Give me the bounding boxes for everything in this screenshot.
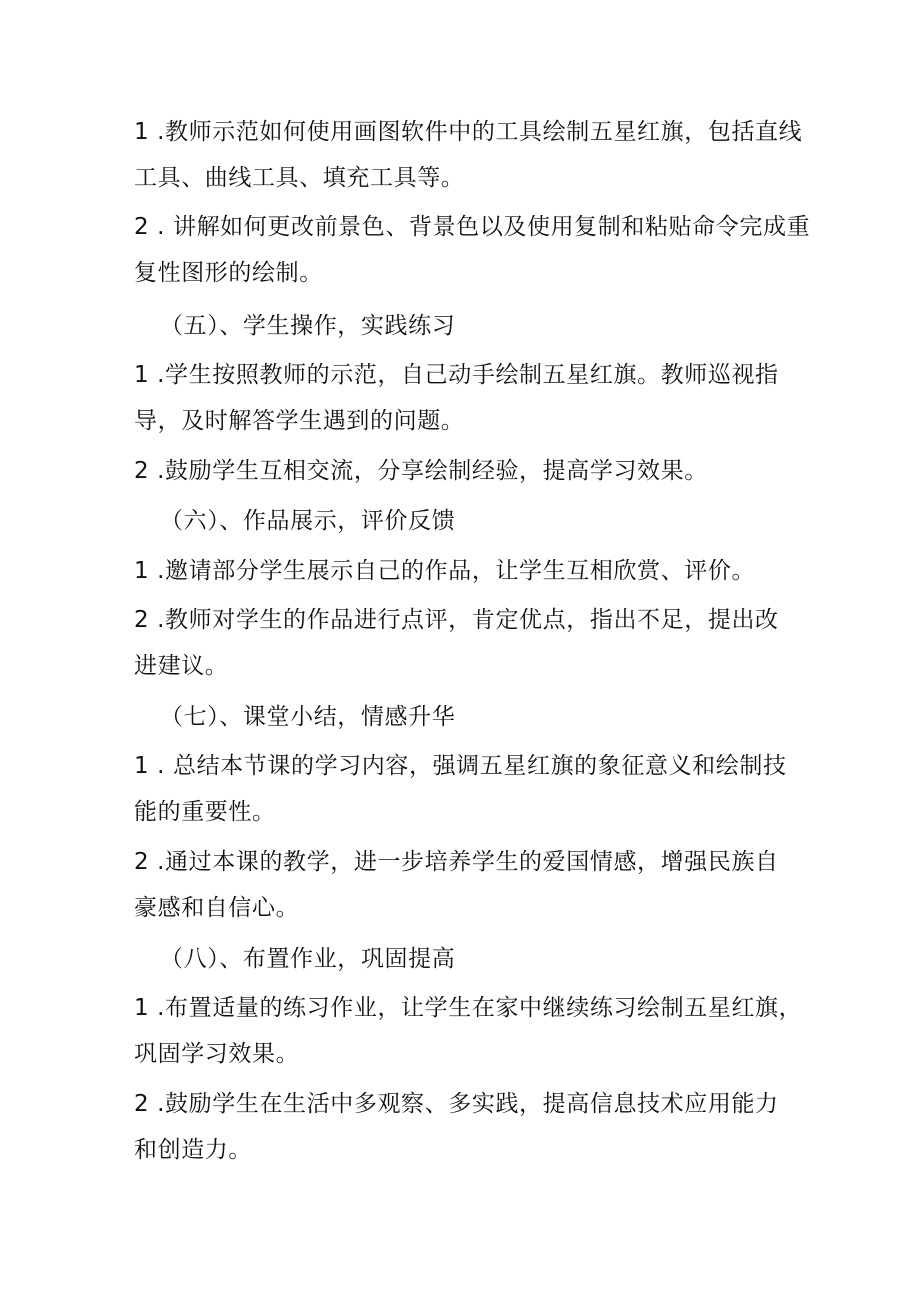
text-line: 2 .教师对学生的作品进行点评，肯定优点，指出不足，提出改 <box>134 607 779 633</box>
section-heading: （五）、学生操作，实践练习 <box>160 313 456 339</box>
text-line: 巩固学习效果。 <box>134 1041 300 1067</box>
text-line: 和创造力。 <box>134 1137 252 1163</box>
text-line: 工具、曲线工具、填充工具等。 <box>134 165 465 191</box>
section-heading: （六）、作品展示，评价反馈 <box>160 508 456 534</box>
text-line: 2 .鼓励学生互相交流，分享绘制经验，提高学习效果。 <box>134 458 708 484</box>
text-line: 2 . 讲解如何更改前景色、背景色以及使用复制和粘贴命令完成重 <box>134 214 811 240</box>
section-heading: （八）、布置作业，巩固提高 <box>160 946 456 972</box>
text-line: 豪感和自信心。 <box>134 895 300 921</box>
text-line: 2 .鼓励学生在生活中多观察、多实践，提高信息技术应用能力 <box>134 1091 779 1117</box>
section-heading: （七）、课堂小结，情感升华 <box>160 704 456 730</box>
text-line: 1 .布置适量的练习作业，让学生在家中继续练习绘制五星红旗， <box>134 995 803 1021</box>
text-line: 进建议。 <box>134 653 229 679</box>
text-line: 1 . 总结本节课的学习内容，强调五星红旗的象征意义和绘制技 <box>134 753 787 779</box>
text-line: 1 .教师示范如何使用画图软件中的工具绘制五星红旗，包括直线 <box>134 119 803 145</box>
text-line: 导，及时解答学生遇到的问题。 <box>134 408 465 434</box>
text-line: 复性图形的绘制。 <box>134 260 323 286</box>
text-line: 1 .邀请部分学生展示自己的作品，让学生互相欣赏、评价。 <box>134 558 756 584</box>
text-line: 能的重要性。 <box>134 799 276 825</box>
text-line: 1 .学生按照教师的示范，自己动手绘制五星红旗。教师巡视指 <box>134 362 779 388</box>
text-line: 2 .通过本课的教学，进一步培养学生的爱国情感，增强民族自 <box>134 849 779 875</box>
